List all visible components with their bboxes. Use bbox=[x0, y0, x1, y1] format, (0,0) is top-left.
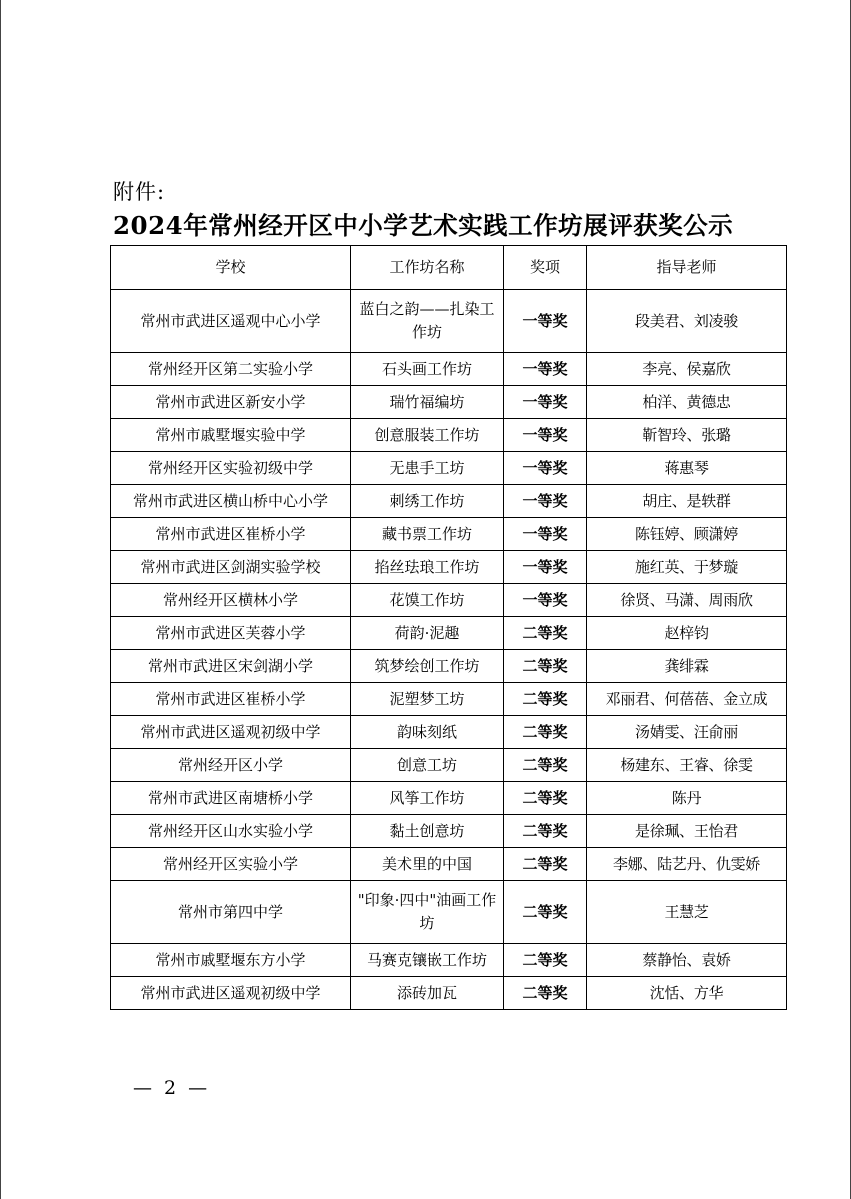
award-cell: 二等奖 bbox=[504, 749, 587, 782]
school-cell: 常州市戚墅堰实验中学 bbox=[111, 419, 351, 452]
document-title: 2024年常州经开区中小学艺术实践工作坊展评获奖公示 bbox=[113, 211, 734, 240]
award-cell: 二等奖 bbox=[504, 617, 587, 650]
teacher-cell: 沈恬、方华 bbox=[587, 977, 787, 1010]
table-row bbox=[111, 815, 787, 848]
school-cell: 常州经开区第二实验小学 bbox=[111, 353, 351, 386]
teacher-cell: 柏洋、黄德忠 bbox=[587, 386, 787, 419]
school-cell: 常州经开区山水实验小学 bbox=[111, 815, 351, 848]
award-cell: 二等奖 bbox=[504, 848, 587, 881]
awards-table bbox=[110, 245, 787, 1010]
header-teacher: 指导老师 bbox=[587, 246, 787, 290]
workshop-cell: 荷韵·泥趣 bbox=[351, 617, 504, 650]
award-cell: 一等奖 bbox=[504, 551, 587, 584]
workshop-cell: 黏土创意坊 bbox=[351, 815, 504, 848]
workshop-cell: 藏书票工作坊 bbox=[351, 518, 504, 551]
teacher-cell: 陈钰婷、顾潇婷 bbox=[587, 518, 787, 551]
school-cell: 常州市第四中学 bbox=[111, 881, 351, 944]
workshop-cell: 添砖加瓦 bbox=[351, 977, 504, 1010]
school-cell: 常州市武进区芙蓉小学 bbox=[111, 617, 351, 650]
school-cell: 常州市武进区遥观中心小学 bbox=[111, 290, 351, 353]
teacher-cell: 蔡静怡、袁娇 bbox=[587, 944, 787, 977]
table-row bbox=[111, 485, 787, 518]
table-row bbox=[111, 584, 787, 617]
workshop-cell: 马赛克镶嵌工作坊 bbox=[351, 944, 504, 977]
table-row bbox=[111, 452, 787, 485]
table-row bbox=[111, 353, 787, 386]
table-row bbox=[111, 290, 787, 353]
table-row bbox=[111, 518, 787, 551]
award-cell: 二等奖 bbox=[504, 881, 587, 944]
school-cell: 常州市武进区横山桥中心小学 bbox=[111, 485, 351, 518]
school-cell: 常州市武进区新安小学 bbox=[111, 386, 351, 419]
workshop-cell: 创意服装工作坊 bbox=[351, 419, 504, 452]
table-row bbox=[111, 944, 787, 977]
award-cell: 二等奖 bbox=[504, 716, 587, 749]
school-cell: 常州市武进区遥观初级中学 bbox=[111, 977, 351, 1010]
workshop-cell: 石头画工作坊 bbox=[351, 353, 504, 386]
award-cell: 一等奖 bbox=[504, 290, 587, 353]
workshop-cell: 掐丝珐琅工作坊 bbox=[351, 551, 504, 584]
teacher-cell: 杨建东、王睿、徐雯 bbox=[587, 749, 787, 782]
teacher-cell: 施红英、于梦璇 bbox=[587, 551, 787, 584]
teacher-cell: 是徐珮、王怡君 bbox=[587, 815, 787, 848]
attachment-label: 附件: bbox=[113, 180, 166, 204]
teacher-cell: 陈丹 bbox=[587, 782, 787, 815]
page-number: — 2 — bbox=[133, 1077, 211, 1099]
award-cell: 一等奖 bbox=[504, 485, 587, 518]
teacher-cell: 靳智玲、张璐 bbox=[587, 419, 787, 452]
teacher-cell: 蒋惠琴 bbox=[587, 452, 787, 485]
table-row bbox=[111, 386, 787, 419]
workshop-cell: 风筝工作坊 bbox=[351, 782, 504, 815]
workshop-cell: 筑梦绘创工作坊 bbox=[351, 650, 504, 683]
teacher-cell: 邓丽君、何蓓蓓、金立成 bbox=[587, 683, 787, 716]
table-row bbox=[111, 419, 787, 452]
workshop-cell: 泥塑梦工坊 bbox=[351, 683, 504, 716]
teacher-cell: 李娜、陆艺丹、仇雯娇 bbox=[587, 848, 787, 881]
table-row bbox=[111, 617, 787, 650]
school-cell: 常州市武进区崔桥小学 bbox=[111, 683, 351, 716]
school-cell: 常州市武进区宋剑湖小学 bbox=[111, 650, 351, 683]
award-cell: 一等奖 bbox=[504, 518, 587, 551]
workshop-cell: 蓝白之韵——扎染工作坊 bbox=[351, 290, 504, 353]
header-workshop: 工作坊名称 bbox=[351, 246, 504, 290]
school-cell: 常州市武进区遥观初级中学 bbox=[111, 716, 351, 749]
workshop-cell: 创意工坊 bbox=[351, 749, 504, 782]
workshop-cell: 美术里的中国 bbox=[351, 848, 504, 881]
table-row bbox=[111, 551, 787, 584]
table-row bbox=[111, 977, 787, 1010]
teacher-cell: 胡庄、是轶群 bbox=[587, 485, 787, 518]
workshop-cell: 花馍工作坊 bbox=[351, 584, 504, 617]
teacher-cell: 徐贤、马潇、周雨欣 bbox=[587, 584, 787, 617]
award-cell: 二等奖 bbox=[504, 977, 587, 1010]
award-cell: 二等奖 bbox=[504, 683, 587, 716]
table-row bbox=[111, 749, 787, 782]
teacher-cell: 段美君、刘凌骏 bbox=[587, 290, 787, 353]
school-cell: 常州经开区横林小学 bbox=[111, 584, 351, 617]
school-cell: 常州市武进区崔桥小学 bbox=[111, 518, 351, 551]
header-award: 奖项 bbox=[504, 246, 587, 290]
table-row bbox=[111, 683, 787, 716]
teacher-cell: 李亮、侯嘉欣 bbox=[587, 353, 787, 386]
teacher-cell: 赵梓钧 bbox=[587, 617, 787, 650]
workshop-cell: 无患手工坊 bbox=[351, 452, 504, 485]
school-cell: 常州市武进区剑湖实验学校 bbox=[111, 551, 351, 584]
table-row bbox=[111, 782, 787, 815]
header-school: 学校 bbox=[111, 246, 351, 290]
school-cell: 常州经开区实验初级中学 bbox=[111, 452, 351, 485]
award-cell: 二等奖 bbox=[504, 782, 587, 815]
award-cell: 一等奖 bbox=[504, 386, 587, 419]
award-cell: 二等奖 bbox=[504, 944, 587, 977]
workshop-cell: "印象·四中"油画工作坊 bbox=[351, 881, 504, 944]
school-cell: 常州市戚墅堰东方小学 bbox=[111, 944, 351, 977]
award-cell: 二等奖 bbox=[504, 650, 587, 683]
table-row bbox=[111, 716, 787, 749]
workshop-cell: 瑞竹福编坊 bbox=[351, 386, 504, 419]
award-cell: 二等奖 bbox=[504, 815, 587, 848]
teacher-cell: 王慧芝 bbox=[587, 881, 787, 944]
page-left-border bbox=[0, 0, 1, 1199]
table-row bbox=[111, 881, 787, 944]
teacher-cell: 汤婧雯、汪俞丽 bbox=[587, 716, 787, 749]
award-cell: 一等奖 bbox=[504, 452, 587, 485]
school-cell: 常州经开区小学 bbox=[111, 749, 351, 782]
award-cell: 一等奖 bbox=[504, 584, 587, 617]
school-cell: 常州经开区实验小学 bbox=[111, 848, 351, 881]
workshop-cell: 刺绣工作坊 bbox=[351, 485, 504, 518]
table-header-row bbox=[111, 246, 787, 290]
teacher-cell: 龚绯霖 bbox=[587, 650, 787, 683]
award-cell: 一等奖 bbox=[504, 353, 587, 386]
award-cell: 一等奖 bbox=[504, 419, 587, 452]
school-cell: 常州市武进区南塘桥小学 bbox=[111, 782, 351, 815]
table-row bbox=[111, 650, 787, 683]
workshop-cell: 韵味刻纸 bbox=[351, 716, 504, 749]
table-row bbox=[111, 848, 787, 881]
awards-table-body bbox=[111, 290, 787, 1010]
